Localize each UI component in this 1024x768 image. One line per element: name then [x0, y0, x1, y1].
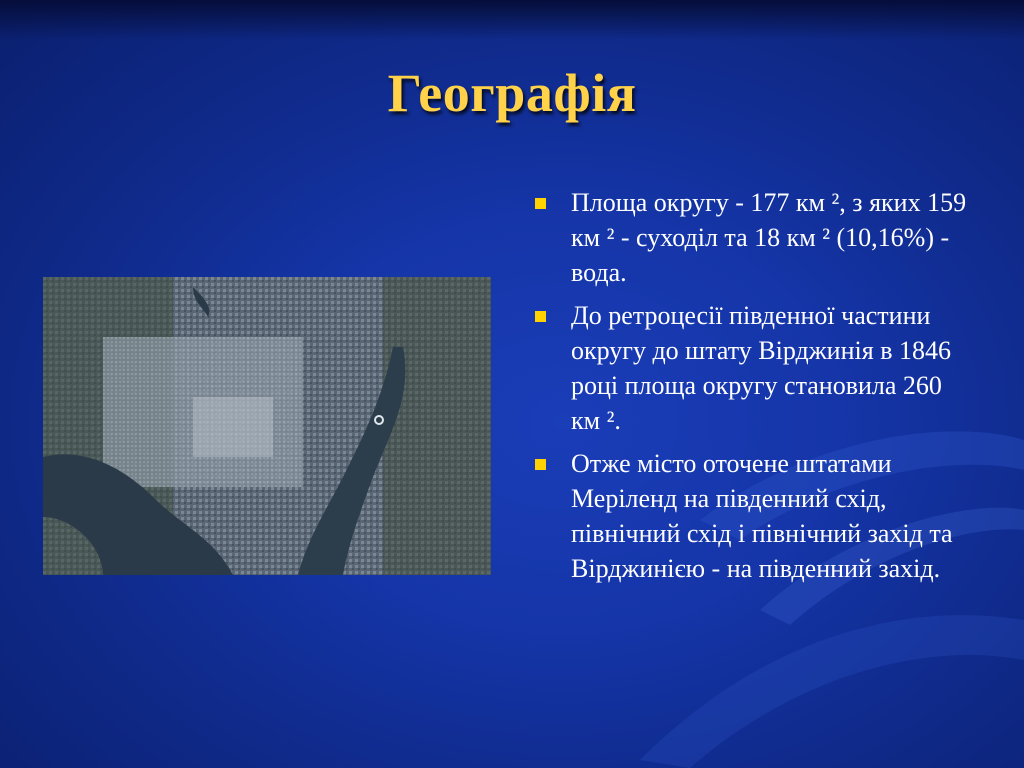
- bullet-text: Отже місто оточене штатами Меріленд на південний схід, північний схід і північний захід та Вірджинією - на південний захід.: [571, 449, 953, 583]
- slide-title: Географія: [387, 63, 637, 123]
- square-bullet-icon: [535, 311, 546, 322]
- bullet-text: До ретроцесії південної частини округу до штату Вірджинія в 1846 році площа округу становила 260 км ².: [571, 301, 951, 435]
- bullet-item: [535, 185, 975, 290]
- square-bullet-icon: [535, 198, 546, 209]
- bullet-text: Площа округу - 177 км ², з яких 159 км ² - суходіл та 18 км ² (10,16%) - вода.: [571, 188, 967, 287]
- bullet-item: [535, 298, 975, 438]
- bullet-item: [535, 446, 975, 586]
- bullet-list: [535, 185, 975, 594]
- satellite-city-photo: [43, 277, 491, 575]
- square-bullet-icon: [535, 459, 546, 470]
